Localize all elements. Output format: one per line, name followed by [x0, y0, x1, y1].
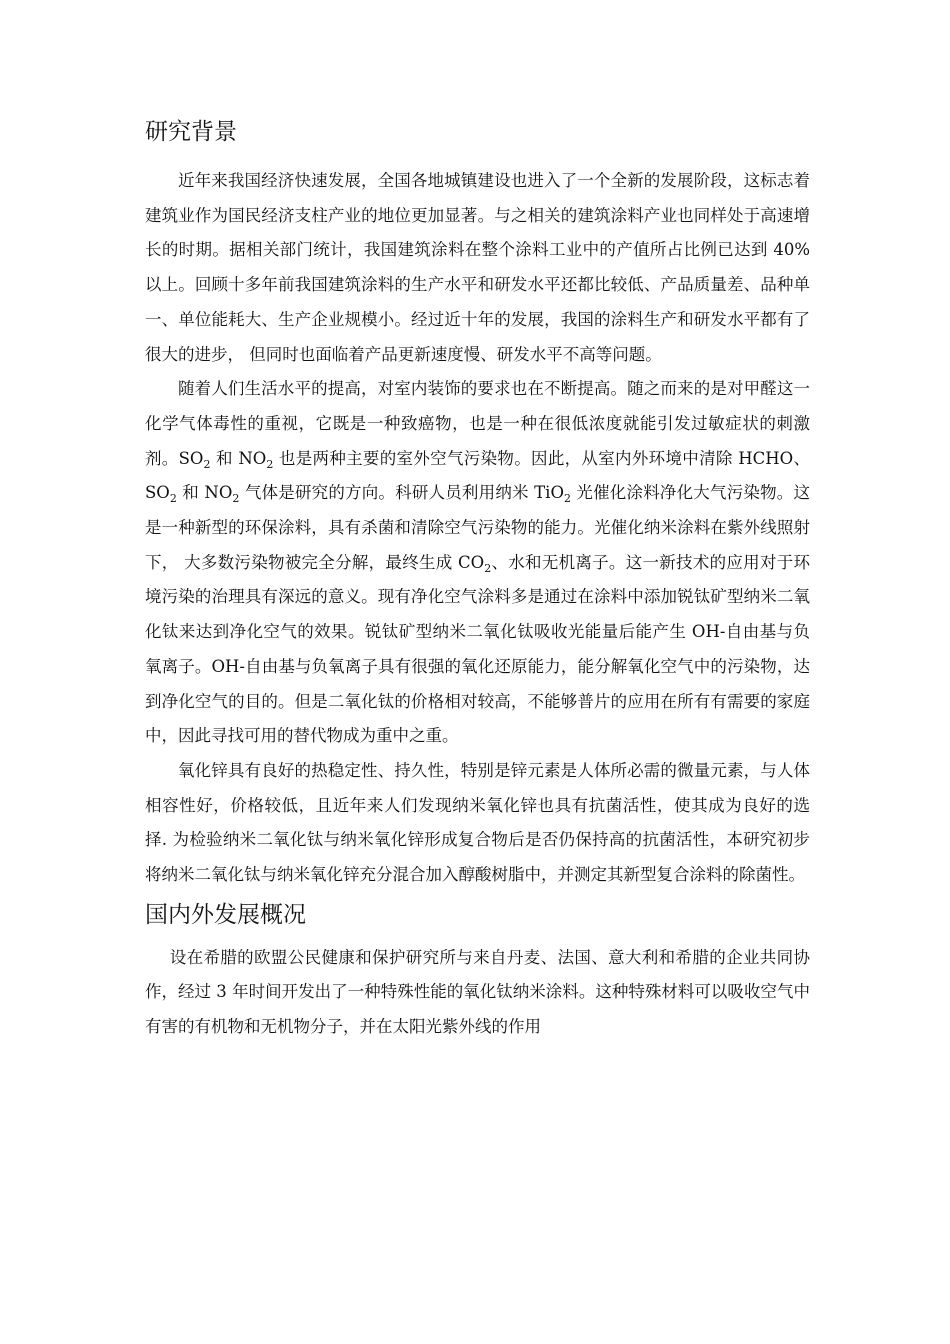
section-heading-development-overview: 国内外发展概况: [145, 901, 306, 928]
paragraph: [145, 754, 810, 893]
text-run: 设在希腊的欧盟公民健康和保护研究所与来自丹麦、法国、意大利和希腊的企业共同协作，经过 3 年时间开发出了一种特殊性能的氧化钛纳米涂料。这种特殊材料可以吸收空气中有害的有机物和无机物分子，并在太阳光紫外线的作用: [145, 947, 810, 1037]
subscript: 2: [169, 492, 177, 506]
text-run: 和 NO: [176, 483, 233, 503]
paragraph: [145, 941, 810, 1045]
paragraph: [145, 164, 810, 372]
text-run: 、水和无机离子。这一新技术的应用对于环境污染的治理具有深远的意义。现有净化空气涂料多是通过在涂料中添加锐钛矿型纳米二氧化钛来达到净化空气的效果。锐钛矿型纳米二氧化钛吸收光能量后能产生 OH-自由基与负氧离子。OH-自由基与负氧离子具有很强的氧化还原能力，能分解氧化空气中的污染物，达到净化空气的目的。但是二氧化钛的价格相对较高，不能够普片的应用在所有有需要的家庭中，因此寻找可用的替代物成为重中之重。: [145, 552, 810, 746]
text-run: 随着人们生活水平的提高，对室内装饰的要求也在不断提高。随之而来的是对甲醛这一化学气体毒性的重视，它既是一种致癌物，也是一种在很低浓度就能引发过敏症状的刺激剂。SO: [145, 379, 810, 468]
document-body: [145, 112, 810, 1045]
text-run: 也是两种主要的室外空气污染物。因此，从室内外环境中清除 HCHO、SO: [145, 448, 810, 503]
text-run: 气体是研究的方向。科研人员利用纳米 TiO: [239, 483, 564, 503]
section-heading-research-background: 研究背景: [145, 119, 237, 145]
subscript: 2: [563, 492, 571, 506]
text-run: 和 NO: [210, 448, 267, 468]
subscript: 2: [232, 492, 240, 506]
subscript: 2: [484, 561, 492, 575]
text-run: 光催化涂料净化大气污染物。这是一种新型的环保涂料，具有杀菌和清除空气污染物的能力。光催化纳米涂料在紫外线照射下， 大多数污染物被完全分解，最终生成 CO: [145, 483, 810, 572]
text-run: 近年来我国经济快速发展，全国各地城镇建设也进入了一个全新的发展阶段，这标志着建筑业作为国民经济支柱产业的地位更加显著。与之相关的建筑涂料产业也同样处于高速增长的时期。据相关部门统计，我国建筑涂料在整个涂料工业中的产值所占比例已达到 40%以上。回顾十多年前我国建筑涂料的生产水平和研发水平还都比较低、产品质量差、品种单一、单位能耗大、生产企业规模小。经过近十年的发展，我国的涂料生产和研发水平都有了很大的进步， 但同时也面临着产品更新速度慢、研发水平不高等问题。: [145, 171, 810, 364]
subscript: 2: [203, 457, 211, 471]
text-run: 氧化锌具有良好的热稳定性、持久性，特别是锌元素是人体所必需的微量元素，与人体相容性好，价格较低，且近年来人们发现纳米氧化锌也具有抗菌活性，使其成为良好的选择. 为检验纳米二氧化钛与纳米氧化锌形成复合物后是否仍保持高的抗菌活性，本研究初步将纳米二氧化钛与纳米氧化锌充分混合加入醇酸树脂中，并测定其新型复合涂料的除菌性。: [145, 760, 810, 885]
paragraph: [145, 372, 810, 754]
subscript: 2: [266, 457, 274, 471]
